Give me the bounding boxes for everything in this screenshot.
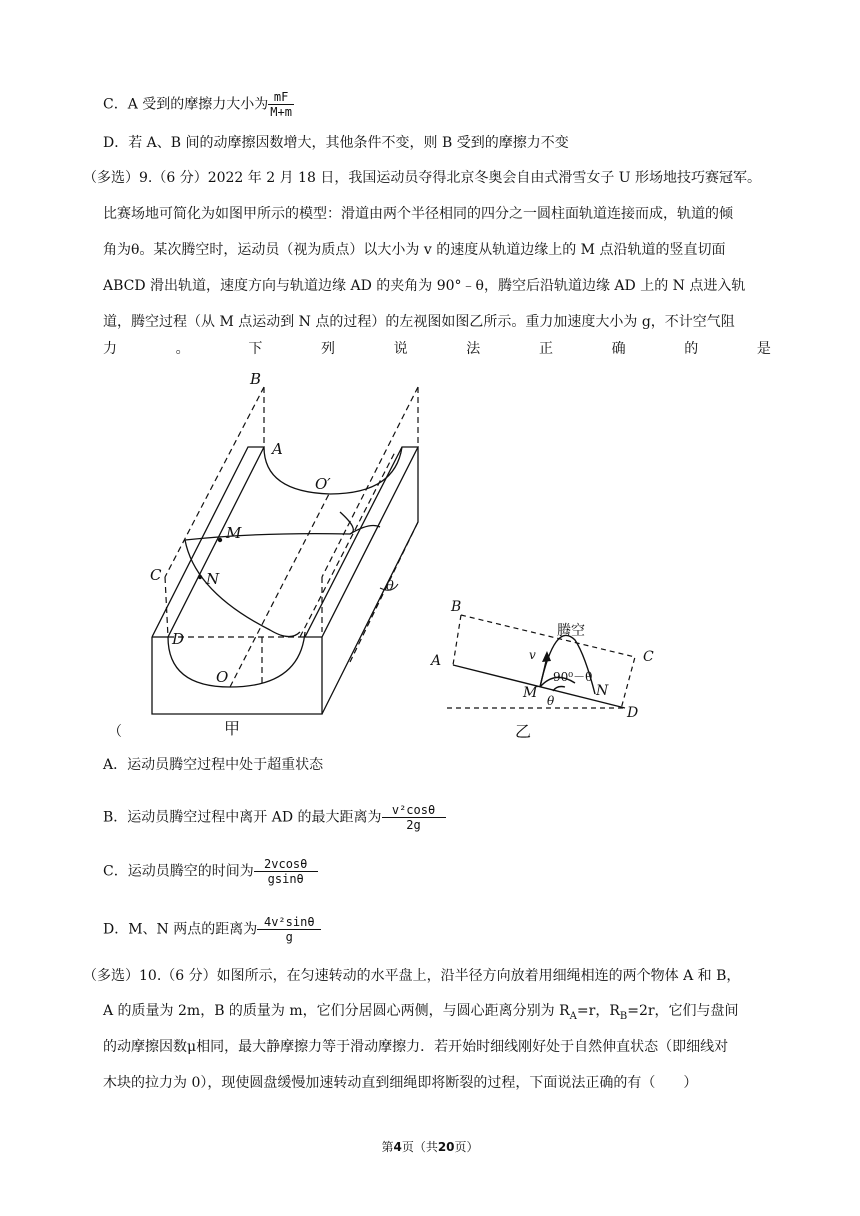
q9-char: 确	[611, 341, 626, 357]
q9-stem-line-3: 角为θ。某次腾空时，运动员（视为质点）以大小为 v 的速度从轨道边缘上的 M 点沿轨道的竖直切面	[103, 242, 726, 258]
subscript: B	[619, 1010, 628, 1022]
q9-option-c	[103, 857, 318, 886]
fraction-numerator: 4v²sinθ	[263, 915, 315, 929]
q10-text: =r，R	[576, 1003, 620, 1019]
q9-char: 正	[538, 341, 553, 357]
jia-label: M	[226, 524, 242, 542]
q9-char: 的	[684, 341, 699, 357]
q10-stem-line-2	[103, 1001, 739, 1027]
jia-caption: 甲	[224, 719, 241, 738]
q9-char: 是	[756, 341, 771, 357]
q8-option-d: D．若 A、B 间的动摩擦因数增大，其他条件不变，则 B 受到的摩擦力不变	[103, 135, 569, 151]
q9-option-c-text: C．运动员腾空的时间为	[103, 863, 254, 880]
subscript: A	[569, 1010, 577, 1022]
fraction-denominator: M+m	[270, 105, 292, 119]
jia-label: θ	[386, 579, 394, 594]
fraction-numerator: v²cosθ	[391, 803, 436, 817]
yi-label: A	[431, 653, 442, 669]
q9-option-a: A．运动员腾空过程中处于超重状态	[103, 757, 324, 773]
yi-tengkong: 腾空	[557, 623, 585, 639]
q9-char: 法	[466, 341, 481, 357]
yi-label: N	[596, 683, 609, 699]
page-footer	[0, 1138, 860, 1155]
q8-option-c	[103, 90, 294, 119]
yi-label: B	[451, 599, 462, 615]
q9-option-c-fraction	[254, 857, 318, 886]
figure-jia	[140, 362, 440, 747]
footer-total-pages: 20	[437, 1140, 455, 1154]
q10-stem-line-4: 木块的拉力为 0），现使圆盘缓慢加速转动直到细绳即将断裂的过程，下面说法正确的有（ ）	[103, 1075, 698, 1091]
q10-stem-line-3: 的动摩擦因数μ相同，最大静摩擦力等于滑动摩擦力．若开始时细线刚好处于自然伸直状态（即细线对	[103, 1039, 729, 1055]
q9-char: 列	[320, 341, 335, 357]
jia-label: O′	[315, 475, 331, 493]
fraction-numerator: 2vcosθ	[264, 857, 308, 871]
q10-stem-line-1: （多选）10.（6 分）如图所示，在匀速转动的水平盘上，沿半径方向放着用细绳相连的两个物体 A 和 B，	[83, 968, 741, 984]
q9-option-b-fraction	[382, 803, 446, 832]
q9-stem-line-4: ABCD 滑出轨道，速度方向与轨道边缘 AD 的夹角为 90°﹣θ，腾空后沿轨道边缘 AD 上的 N 点进入轨	[103, 278, 746, 294]
fraction-denominator: 2g	[382, 817, 446, 832]
q9-option-b-text: B．运动员腾空过程中离开 AD 的最大距离为	[103, 809, 382, 826]
footer-text: 页）	[454, 1140, 479, 1154]
footer-text: 第	[381, 1140, 394, 1154]
q10-text: =2r，它们与盘间	[627, 1003, 739, 1019]
yi-caption: 乙	[515, 722, 532, 741]
q9-option-d-text: D．M、N 两点的距离为	[103, 921, 258, 938]
figure-yi	[425, 595, 655, 745]
yi-label: θ	[547, 694, 555, 708]
q10-text: A 的质量为 2m，B 的质量为 m，它们分居圆心两侧，与圆心距离分别为 R	[103, 1003, 570, 1019]
jia-label: A	[272, 440, 283, 458]
footer-text: 页（共	[401, 1140, 438, 1154]
q8-option-c-fraction	[268, 90, 294, 119]
fraction-denominator: gsinθ	[254, 871, 318, 886]
fraction-denominator: g	[257, 929, 321, 944]
q9-stem-line-2: 比赛场地可简化为如图甲所示的模型：滑道由两个半径相同的四分之一圆柱面轨道连接而成，轨道的倾	[103, 206, 733, 222]
q9-paren-open: （	[108, 724, 122, 740]
yi-label: C	[643, 649, 654, 665]
jia-label: D	[172, 630, 185, 648]
q9-char: 力	[103, 341, 117, 357]
q9-char: 说	[393, 341, 408, 357]
jia-label: O	[216, 668, 229, 686]
q9-option-d	[103, 915, 321, 944]
q8-option-c-text: C．A 受到的摩擦力大小为	[103, 96, 269, 113]
q9-char: 。	[175, 341, 190, 357]
q9-stem-line-1: （多选）9.（6 分）2022 年 2 月 18 日，我国运动员夺得北京冬奥会自由式滑雪女子 U 形场地技巧赛冠军。	[83, 170, 762, 186]
q9-option-d-fraction	[257, 915, 321, 944]
yi-label: 90⁰－θ	[553, 670, 593, 684]
q9-char: 下	[248, 341, 263, 357]
q9-option-b	[103, 803, 446, 832]
jia-label: N	[206, 570, 220, 588]
q9-stem-line-5: 道，腾空过程（从 M 点运动到 N 点的过程）的左视图如图乙所示。重力加速度大小为 g，不计空气阻	[103, 314, 735, 330]
yi-label: v	[529, 648, 536, 662]
fraction-numerator: mF	[273, 90, 289, 104]
q9-stem-line-6	[103, 338, 771, 358]
jia-label: B	[250, 370, 262, 388]
footer-page-number: 4	[393, 1140, 402, 1154]
yi-label: M	[523, 685, 538, 701]
yi-label: D	[627, 705, 639, 721]
jia-label: C	[150, 566, 162, 584]
